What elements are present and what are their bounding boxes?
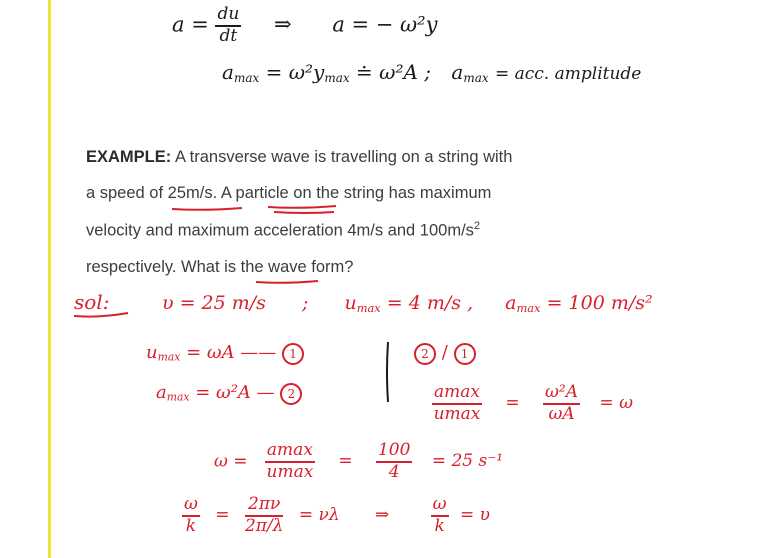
given-umax: u: [344, 292, 357, 314]
note-a-omega: a = − ω²y: [332, 12, 438, 37]
omega-equation: [214, 442, 503, 482]
eq1-sub: max: [157, 350, 181, 364]
ratio-tags: 2 / 1: [414, 342, 476, 365]
omega-eq: =: [338, 451, 353, 472]
ratio-equation: [432, 384, 633, 424]
ratio-frac2-num: ω²A: [543, 384, 580, 405]
eq1-rhs: = ωA ——: [186, 342, 277, 363]
given-umax-sub: max: [356, 300, 381, 315]
given-velocity: υ = 25 m/s: [162, 292, 266, 314]
example-line-4: [86, 258, 353, 277]
ratio-frac-1: [432, 384, 482, 424]
example-label: EXAMPLE:: [86, 148, 172, 166]
eq2-tag: 2: [280, 383, 302, 405]
given-separator: ;: [301, 292, 309, 314]
amax-rhs: ≐ ω²A ;: [356, 60, 432, 84]
omega-frac1-num: amax: [265, 442, 315, 463]
k-frac1-num: ω: [182, 496, 200, 517]
note-amax: [222, 60, 641, 85]
amax-eq: = ω²y: [265, 60, 325, 84]
eq2-a: a: [156, 382, 167, 403]
k-eq: =: [215, 505, 230, 526]
frac-num: du: [215, 6, 241, 27]
example-text-4: respectively. What is the wave form?: [86, 258, 354, 276]
example-text-1: A transverse wave is travelling on a string with: [174, 148, 513, 166]
k-result: = νλ: [298, 505, 340, 526]
fraction-du-dt: [215, 6, 241, 46]
divider-vertical: [387, 342, 388, 402]
ratio-frac1-den: umax: [433, 403, 481, 424]
underline-speed: [172, 208, 242, 210]
example-sup: 2: [473, 220, 481, 232]
ratio-eq: =: [505, 393, 520, 414]
note-accel-definition: [172, 6, 437, 46]
k-frac-2: [245, 496, 284, 536]
example-line-3: [86, 220, 480, 241]
eq1-u: u: [146, 342, 158, 363]
example-text-2: a speed of 25m/s. A particle on the string has maximum: [86, 184, 492, 202]
ratio-frac-2: [543, 384, 580, 424]
amax-note-sub: max: [463, 71, 489, 85]
omega-frac-2: [376, 442, 412, 482]
omega-frac2-den: 4: [388, 461, 400, 482]
eq2-rhs: = ω²A —: [195, 382, 275, 403]
eq1-tag: 1: [282, 343, 304, 365]
omega-lhs: ω =: [214, 451, 248, 472]
example-line-2: [86, 184, 491, 203]
k-frac2-den: 2π/λ: [244, 515, 284, 536]
omega-frac1-den: umax: [266, 461, 314, 482]
ratio-tag-2: 2: [414, 343, 436, 365]
amax-note-text: = acc. amplitude: [494, 64, 642, 84]
ratio-result: = ω: [599, 393, 633, 414]
equation-1: [146, 342, 304, 365]
given-values: [162, 292, 653, 315]
k-final-rhs: = υ: [459, 505, 490, 526]
equation-2: [156, 382, 302, 405]
given-amax: a: [505, 292, 517, 314]
underline-waveform: [256, 281, 318, 283]
amax-note-a: a: [451, 60, 464, 84]
eq2-sub: max: [166, 390, 190, 404]
amax-a: a: [222, 60, 234, 84]
k-final-frac: [431, 496, 449, 536]
k-final-num: ω: [431, 496, 449, 517]
frac-den: dt: [219, 25, 238, 46]
k-frac1-den: k: [185, 515, 197, 536]
omega-frac2-num: 100: [376, 442, 412, 463]
margin-rule: [48, 0, 51, 558]
example-line-1: [86, 148, 512, 167]
note-a-eq: a =: [172, 12, 209, 37]
k-final-den: k: [434, 515, 445, 536]
omega-result: = 25 s⁻¹: [431, 451, 504, 472]
given-amax-sub: max: [516, 300, 541, 315]
given-umax-val: = 4 m/s ,: [386, 292, 474, 314]
k-frac2-num: 2πν: [245, 496, 284, 517]
k-equation: [182, 496, 490, 536]
omega-frac-1: [265, 442, 315, 482]
implies-arrow: ⇒: [274, 12, 292, 37]
k-arrow: ⇒: [375, 505, 390, 526]
ratio-frac1-num: amax: [432, 384, 482, 405]
ratio-frac2-den: ωA: [548, 403, 575, 424]
underline-particle: [268, 206, 336, 213]
given-amax-val: = 100 m/s²: [546, 292, 653, 314]
ymax-sub: max: [324, 71, 350, 85]
example-text-3: velocity and maximum acceleration 4m/s and 100m/s: [86, 221, 474, 240]
sol-label: [74, 290, 109, 314]
amax-sub: max: [233, 71, 260, 85]
k-frac-1: [182, 496, 200, 536]
sol-text: sol:: [74, 290, 110, 314]
ratio-tag-1: 1: [454, 343, 476, 365]
